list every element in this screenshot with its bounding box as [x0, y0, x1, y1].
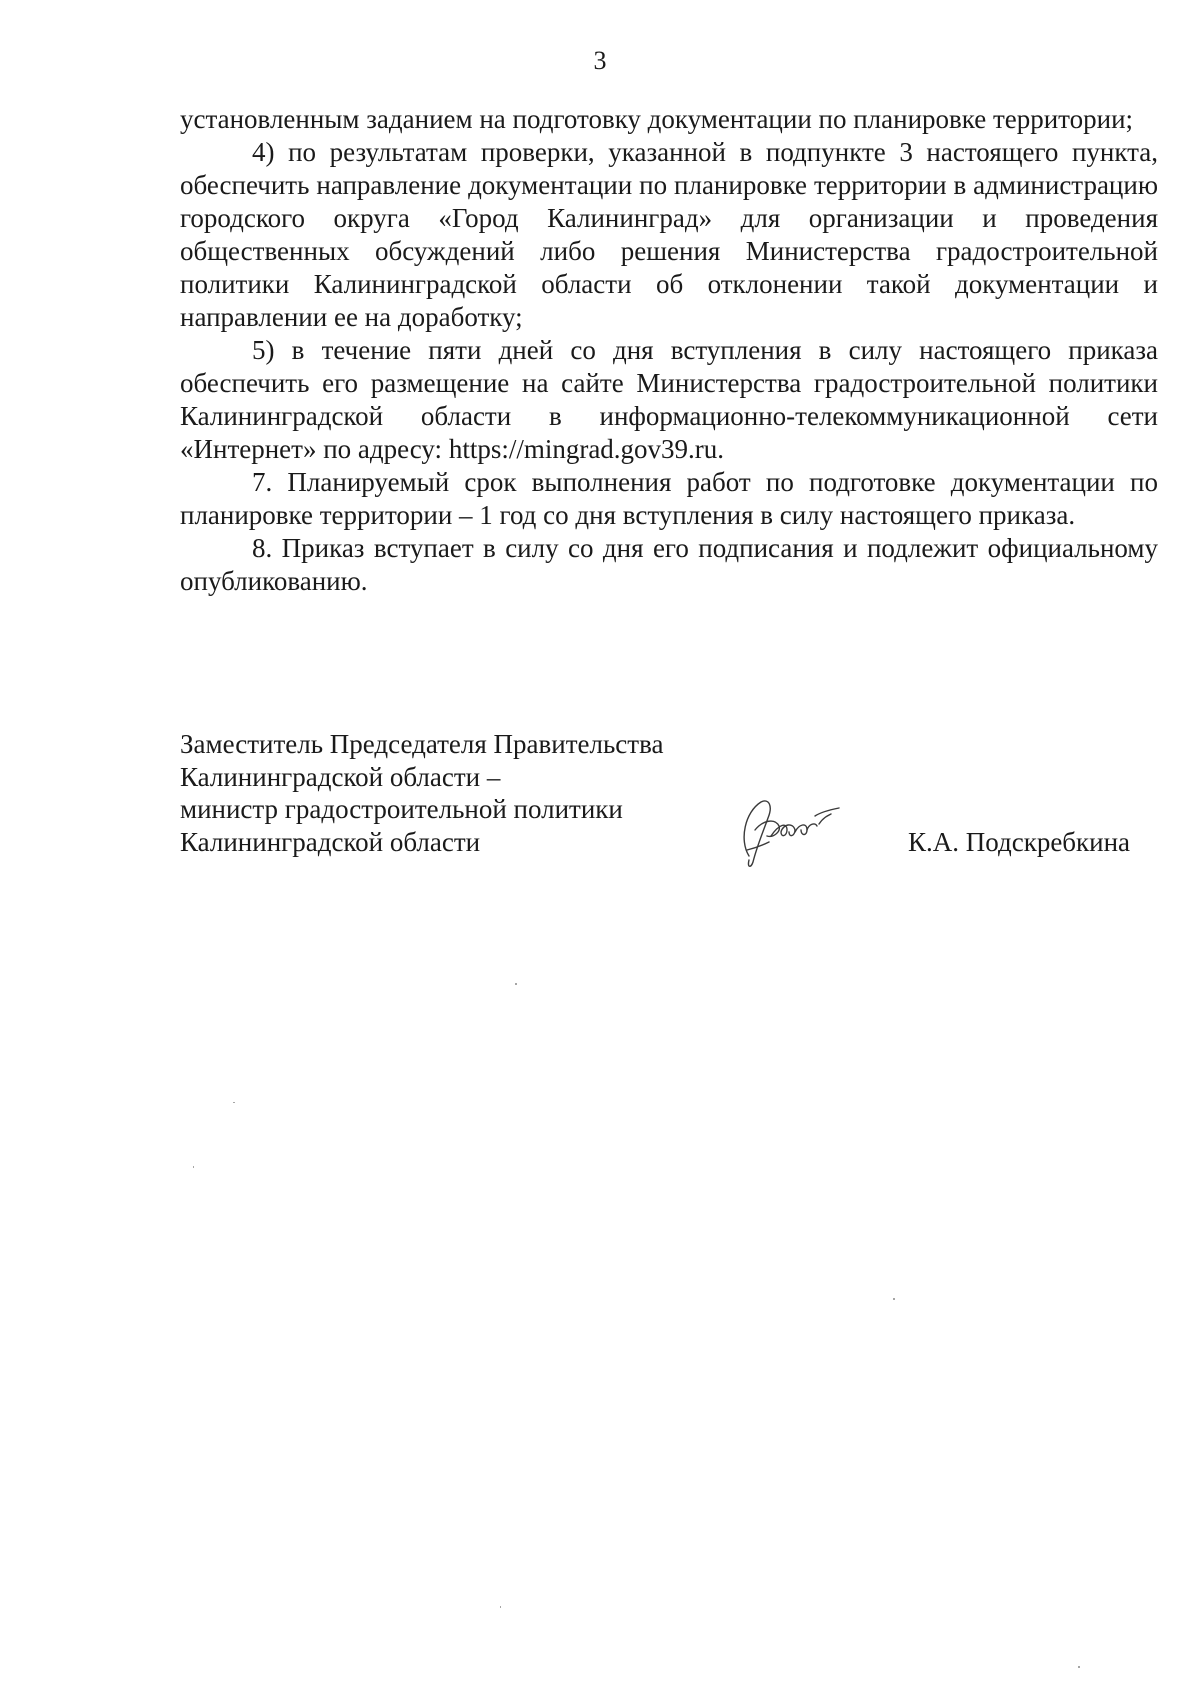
- position-line: Калининградской области –: [180, 761, 501, 792]
- paragraph-item-5: 5) в течение пяти дней со дня вступления в силу настоящего приказа обеспечить его размещение на сайте Министерства градостроительной политики Калининградской области в информационно-телекоммуникационной сети «Интернет» по адресу: https://mingrad.gov39.ru.: [180, 335, 1158, 464]
- signatory-position: [180, 728, 663, 858]
- paragraph-item-4: 4) по результатам проверки, указанной в подпункте 3 настоящего пункта, обеспечить направление документации по планировке территории в администрацию городского округа «Город Калининград» для организации и проведения общественных обсуждений либо решения Министерства градостроительной политики Калининградской области об отклонении такой документации и направлении ее на доработку;: [180, 137, 1158, 332]
- scan-speck: [193, 1166, 194, 1168]
- scan-speck: [515, 983, 517, 985]
- paragraph-item-7: 7. Планируемый срок выполнения работ по подготовке документации по планировке территории – 1 год со дня вступления в силу настоящего приказа.: [180, 467, 1158, 530]
- paragraph-continuation: установленным заданием на подготовку документации по планировке территории;: [180, 104, 1134, 134]
- position-line: Заместитель Председателя Правительства: [180, 729, 664, 759]
- handwritten-signature: [735, 790, 845, 870]
- scan-speck: [893, 1298, 895, 1300]
- position-line: министр градостроительной политики: [180, 794, 623, 824]
- position-line: Калининградской области: [180, 826, 481, 857]
- scan-speck: [1078, 1666, 1080, 1668]
- scan-speck: [500, 1606, 501, 1608]
- document-body: [180, 103, 1158, 598]
- paragraph-item-8: 8. Приказ вступает в силу со дня его подписания и подлежит официальному опубликованию.: [180, 533, 1158, 596]
- page-number: 3: [593, 46, 607, 75]
- scan-speck: [233, 1102, 235, 1103]
- signatory-name: К.А. Подскребкина: [908, 827, 1131, 857]
